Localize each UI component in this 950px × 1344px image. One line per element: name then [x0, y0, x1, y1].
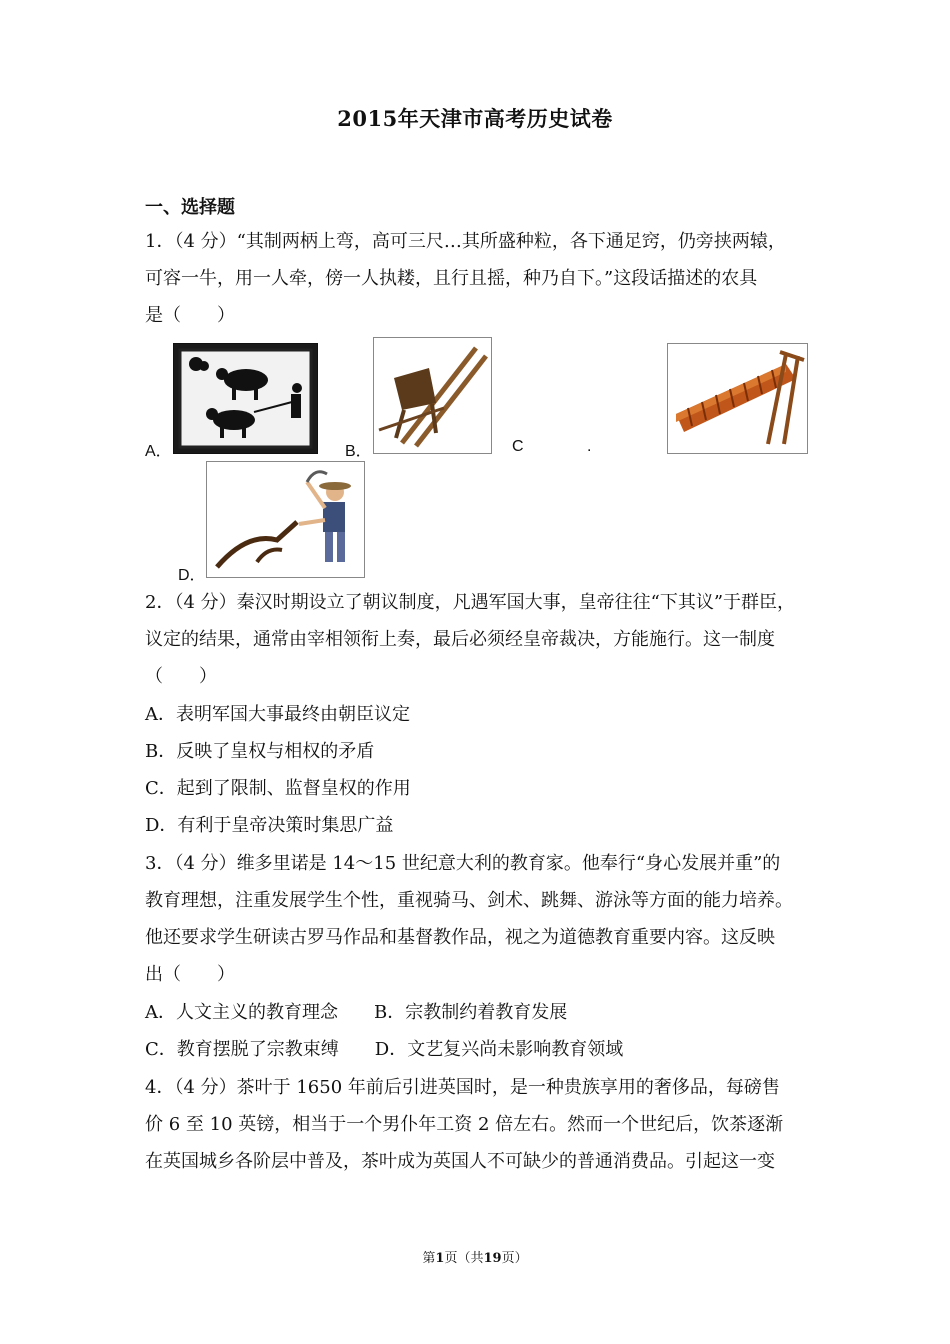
- q3-line-2: 教育理想，注重发展学生个性，重视骑马、剑术、跳舞、游泳等方面的能力培养。: [145, 890, 793, 911]
- q3-line-3: 他还要求学生研读古罗马作品和基督教作品，视之为道德教育重要内容。这反映: [145, 927, 775, 948]
- farmer-plough-icon: [207, 462, 364, 577]
- q3-options-row-2: C．教育摆脱了宗教束缚 D．文艺复兴尚未影响教育领域: [145, 1039, 624, 1060]
- footer-page-number: 1: [435, 1251, 445, 1266]
- option-b-label: B．: [345, 443, 372, 460]
- q2-option-b: B．反映了皇权与相权的矛盾: [145, 741, 375, 762]
- option-d-image: [206, 461, 365, 578]
- page-footer: [0, 1247, 950, 1266]
- option-a-image: [173, 343, 318, 454]
- option-c-label: C: [512, 438, 524, 455]
- q3-line-1: 3．（4 分）维多里诺是 14～15 世纪意大利的教育家。他奉行“身心发展并重”的: [145, 853, 781, 874]
- footer-middle: 页（共: [444, 1251, 484, 1266]
- q2-line-2: 议定的结果，通常由宰相领衔上奏，最后必须经皇帝裁决，方能施行。这一制度: [145, 629, 775, 650]
- footer-suffix: 页）: [501, 1251, 528, 1266]
- q2-option-c: C．起到了限制、监督皇权的作用: [145, 778, 411, 799]
- q1-line-3: 是（ ）: [145, 305, 235, 326]
- q3-options-row-1: A．人文主义的教育理念 B．宗教制约着教育发展: [145, 1002, 568, 1023]
- q3-line-4: 出（ ）: [145, 964, 235, 985]
- section-heading: 一、选择题: [145, 197, 235, 218]
- footer-total-pages: 19: [483, 1251, 502, 1266]
- q4-line-2: 价 6 至 10 英镑，相当于一个男仆年工资 2 倍左右。然而一个世纪后，饮茶逐渐: [145, 1114, 784, 1135]
- option-c-dot: .: [587, 438, 592, 455]
- q2-option-d: D．有利于皇帝决策时集思广益: [145, 815, 394, 836]
- q2-option-a: A．表明军国大事最终由朝臣议定: [145, 704, 410, 725]
- q1-line-1: 1．（4 分）“其制两柄上弯，高可三尺…其所盛种粒，各下通足窍，仍旁挟两辕，: [145, 231, 786, 252]
- q2-line-3: （ ）: [145, 666, 217, 687]
- water-wheel-icon: [668, 344, 807, 453]
- option-b-image: [373, 337, 492, 454]
- page-title: 2015年天津市高考历史试卷: [337, 106, 613, 131]
- q4-line-3: 在英国城乡各阶层中普及，茶叶成为英国人不可缺少的普通消费品。引起这一变: [145, 1151, 775, 1172]
- option-a-label: A．: [145, 443, 172, 460]
- option-d-label: D．: [178, 567, 206, 584]
- q4-line-1: 4．（4 分）茶叶于 1650 年前后引进英国时，是一种贵族享用的奢侈品，每磅售: [145, 1077, 780, 1098]
- option-c-image: [667, 343, 808, 454]
- q2-line-1: 2．（4 分）秦汉时期设立了朝议制度，凡遇军国大事，皇帝往往“下其议”于群臣，: [145, 592, 796, 613]
- footer-prefix: 第: [422, 1251, 436, 1266]
- q1-line-2: 可容一牛，用一人牵，傍一人执耧，且行且摇，种乃自下。”这段话描述的农具: [145, 268, 758, 289]
- ox-plough-rubbing-icon: [174, 344, 317, 453]
- seed-drill-icon: [374, 338, 491, 453]
